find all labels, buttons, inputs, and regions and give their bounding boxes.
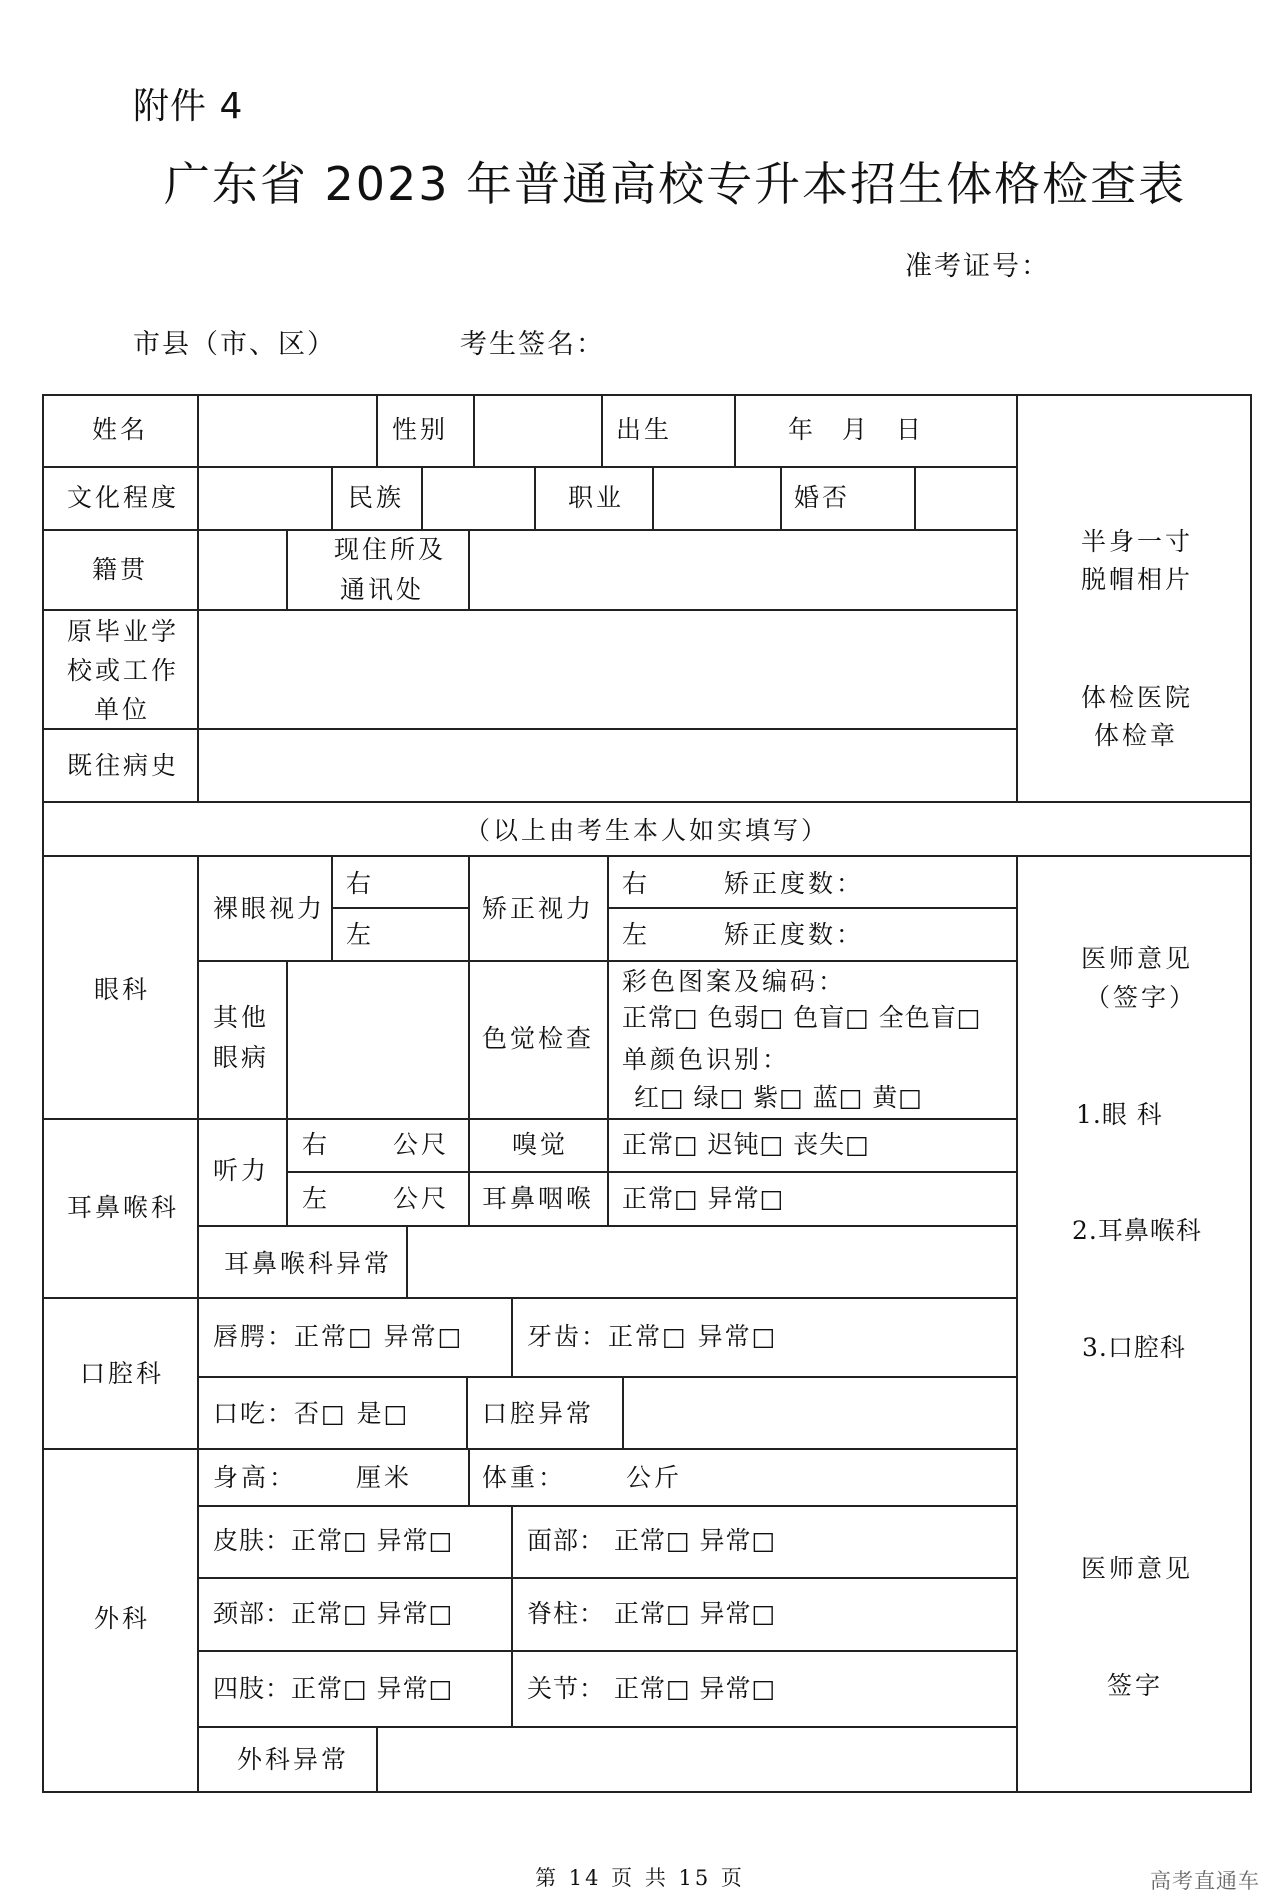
hearing-left-label: 左 <box>302 1184 331 1213</box>
school-label-2: 校或工作 <box>67 656 180 685</box>
opinion-sign: （签字） <box>1085 983 1198 1012</box>
ent-dept-label: 耳鼻喉科 <box>67 1193 180 1222</box>
weight-label: 体重： <box>482 1463 567 1492</box>
naked-vision-label: 裸眼视力 <box>213 894 326 923</box>
opinion-oral: 3.口腔科 <box>1082 1333 1186 1362</box>
watermark: 高考直通车 <box>1150 1869 1260 1893</box>
limbs-options: 四肢：正常□ 异常□ <box>213 1674 454 1703</box>
corrected-vision-label: 矫正视力 <box>482 894 595 923</box>
stamp-label-2: 体检章 <box>1094 721 1179 750</box>
stamp-label-1: 体检医院 <box>1081 683 1194 712</box>
opinion-eye: 1.眼 科 <box>1076 1100 1163 1129</box>
hearing-right-unit: 公尺 <box>393 1130 450 1159</box>
spine-options: 脊柱： 正常□ 异常□ <box>527 1599 777 1628</box>
oral-dept-label: 口腔科 <box>80 1359 165 1388</box>
opinion-ent: 2.耳鼻喉科 <box>1072 1216 1202 1245</box>
throat-label: 耳鼻咽喉 <box>482 1184 595 1213</box>
eye-dept-label: 眼科 <box>94 975 151 1004</box>
year-label: 年 <box>788 415 817 444</box>
self-fill-note: （以上由考生本人如实填写） <box>464 816 829 845</box>
smell-label: 嗅觉 <box>512 1130 569 1159</box>
mono-color-options: 红□ 绿□ 紫□ 蓝□ 黄□ <box>634 1083 923 1112</box>
opinion-title: 医师意见 <box>1081 944 1194 973</box>
photo-label-2: 脱帽相片 <box>1081 565 1194 594</box>
opinion-title-surgery: 医师意见 <box>1081 1554 1194 1583</box>
county-label: 市县（市、区） <box>133 329 336 360</box>
gender-label: 性别 <box>392 415 449 444</box>
day-label: 日 <box>896 415 925 444</box>
naked-left-label: 左 <box>346 920 375 949</box>
form-title: 广东省 2023 年普通高校专升本招生体格检查表 <box>163 157 1187 211</box>
oral-abnormal-label: 口腔异常 <box>482 1399 595 1428</box>
height-unit: 厘米 <box>356 1463 413 1492</box>
color-options: 正常□ 色弱□ 色盲□ 全色盲□ <box>622 1003 982 1032</box>
corrected-left-degree: 矫正度数： <box>724 920 865 949</box>
joints-options: 关节： 正常□ 异常□ <box>527 1674 777 1703</box>
other-eye-label-2: 眼病 <box>213 1043 270 1072</box>
name-label: 姓名 <box>92 415 149 444</box>
neck-options: 颈部：正常□ 异常□ <box>213 1599 454 1628</box>
color-check-label: 色觉检查 <box>482 1024 595 1053</box>
smell-options: 正常□ 迟钝□ 丧失□ <box>622 1130 870 1159</box>
annex-label: 附件 4 <box>133 86 244 127</box>
mono-color-label: 单颜色识别： <box>622 1045 791 1074</box>
exam-number-label: 准考证号： <box>905 251 1050 282</box>
month-label: 月 <box>842 415 871 444</box>
native-place-label: 籍贯 <box>92 555 149 584</box>
hearing-label: 听力 <box>213 1156 270 1185</box>
history-label: 既往病史 <box>67 751 180 780</box>
surgery-abnormal-label: 外科异常 <box>237 1745 350 1774</box>
marital-label: 婚否 <box>794 483 851 512</box>
page-number: 第 14 页 共 15 页 <box>535 1866 745 1890</box>
corrected-right-label: 右 <box>622 869 651 898</box>
stutter-options: 口吃：否□ 是□ <box>213 1399 410 1428</box>
birth-label: 出生 <box>616 415 673 444</box>
school-label-3: 单位 <box>94 695 151 724</box>
hearing-right-label: 右 <box>302 1130 331 1159</box>
color-pattern-label: 彩色图案及编码： <box>622 967 847 996</box>
skin-options: 皮肤：正常□ 异常□ <box>213 1526 454 1555</box>
height-label: 身高： <box>213 1463 298 1492</box>
corrected-left-label: 左 <box>622 920 651 949</box>
occupation-label: 职业 <box>568 483 625 512</box>
surgery-dept-label: 外科 <box>94 1604 151 1633</box>
other-eye-label-1: 其他 <box>213 1003 270 1032</box>
throat-options: 正常□ 异常□ <box>622 1184 785 1213</box>
photo-label-1: 半身一寸 <box>1081 527 1194 556</box>
face-options: 面部： 正常□ 异常□ <box>527 1526 777 1555</box>
address-label-2: 通讯处 <box>340 575 425 604</box>
address-label-1: 现住所及 <box>334 535 447 564</box>
school-label-1: 原毕业学 <box>67 617 180 646</box>
lips-options: 唇腭：正常□ 异常□ <box>213 1322 464 1351</box>
signature-label: 考生签名： <box>460 329 605 360</box>
weight-unit: 公斤 <box>626 1463 683 1492</box>
ethnicity-label: 民族 <box>348 483 405 512</box>
naked-right-label: 右 <box>346 869 375 898</box>
education-label: 文化程度 <box>67 483 180 512</box>
teeth-options: 牙齿：正常□ 异常□ <box>527 1322 778 1351</box>
hearing-left-unit: 公尺 <box>393 1184 450 1213</box>
opinion-sign-surgery: 签字 <box>1107 1671 1164 1700</box>
ent-abnormal-label: 耳鼻喉科异常 <box>224 1249 393 1278</box>
corrected-right-degree: 矫正度数： <box>724 869 865 898</box>
